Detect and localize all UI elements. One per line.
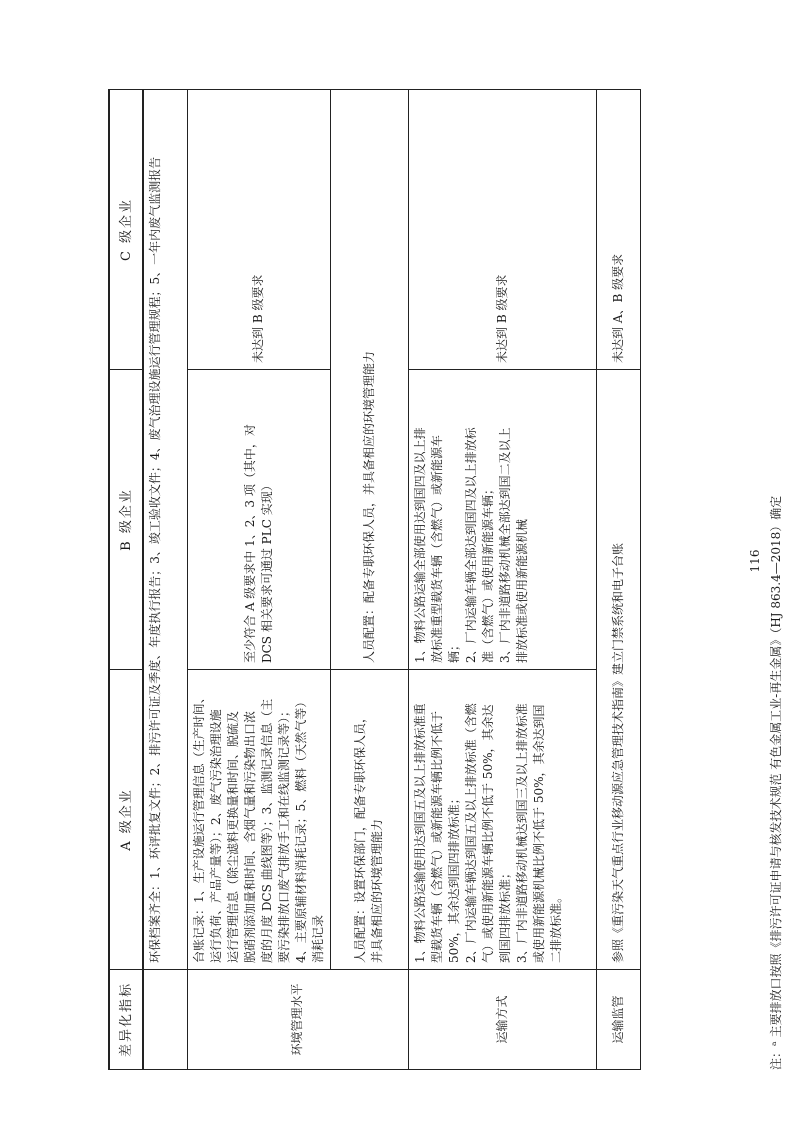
cell-archive-requirements: 环保档案齐全：1、环评批复文件；2、排污许可证及季度、年度执行报告；3、竣工验收文件；4、废气治理设施运行管理规程；5、一年内废气监测报告 — [143, 90, 187, 970]
table-row-archive — [143, 90, 187, 1070]
cell-transport-supervision-ab: 参照《重污染天气重点行业移动源应急管理技术指南》建立门禁系统和电子台账 — [596, 370, 640, 970]
page-number: 116 — [748, 549, 762, 573]
cell-transport-a: 1、物料公路运输使用达到国五及以上排放标准重 型载货车辆（含燃气）或新能源车辆比例不低于 50%，其余达到国四排放标准； 2、厂内运输车辆达到国五及以上排放标准（含燃 气）或使用新能源车辆比例不低于 50%，其余达 到国四排放标准； 3、厂内非道路移动机械达到国三及以上排放标准 或使用新能源机械比例不低于 50%，其余达到国 二排放标准。 — [408, 670, 596, 970]
table-header-row — [109, 90, 143, 1070]
cell-transport-supervision-indicator: 运输监管 — [596, 970, 640, 1070]
header-b-grade: B 级企业 — [109, 370, 143, 670]
cell-transport-supervision-c: 未达到 A、B 级要求 — [596, 90, 640, 370]
cell-ledger-a: 台账记录：1、生产设施运行管理信息（生产时间、 运行负荷、产品产量等）；2、废气污染治理设施 运行管理信息（除尘滤料更换量和时间、脱硫及 脱硝剂添加量和时间、含烟气量和污染物出口浓 度的月度 DCS 曲线图等）；3、监测记录信息（主 要污染排放口废气排放手工和在线监测记录等）； 4、主要原辅材料消耗记录；5、燃料（天然气等） 消耗记录 — [187, 670, 330, 970]
cell-transport-b: 1、物料公路运输全部使用达到国四及以上排 放标准重型载货车辆（含燃气）或新能源车 辆； 2、厂内运输车辆全部达到国四及以上排放标 准（含燃气）或使用新能源车辆； 3、厂内非道路移动机械全部达到国二及以上 排放标准或使用新能源机械 — [408, 370, 596, 670]
rotated-sheet — [108, 90, 788, 1070]
table-row-transport — [408, 90, 596, 1070]
cell-ledger-c: 未达到 B 级要求 — [187, 90, 330, 370]
header-a-grade: A 级企业 — [109, 670, 143, 970]
differentiation-indicator-table — [108, 89, 641, 1070]
header-indicator: 差异化指标 — [109, 970, 143, 1070]
cell-indicator-empty — [143, 970, 187, 1070]
table-row-transport-supervision — [596, 90, 640, 1070]
table-footnote: 注：ᵃ 主要排放口按照《排污许可证申请与核发技术规范 有色金属工业-再生金属》（HJ 863.4—2018）确定 — [769, 495, 783, 1070]
cell-personnel-b: 人员配置：配备专职环保人员，并具备相应的环境管理能力 — [330, 90, 408, 670]
cell-ledger-b: 至少符合 A 级要求中 1、2、3 项（其中，对 DCS 相关要求可通过 PLC 实现） — [187, 370, 330, 670]
table-row-personnel — [330, 90, 408, 1070]
cell-env-management-indicator: 环境管理水平 — [187, 970, 408, 1070]
cell-transport-indicator: 运输方式 — [408, 970, 596, 1070]
cell-personnel-a: 人员配置：设置环保部门，配备专职环保人员， 并具备相应的环境管理能力 — [330, 670, 408, 970]
cell-transport-c: 未达到 B 级要求 — [408, 90, 596, 370]
table-row-ledger — [187, 90, 330, 1070]
header-c-grade: C 级企业 — [109, 90, 143, 370]
